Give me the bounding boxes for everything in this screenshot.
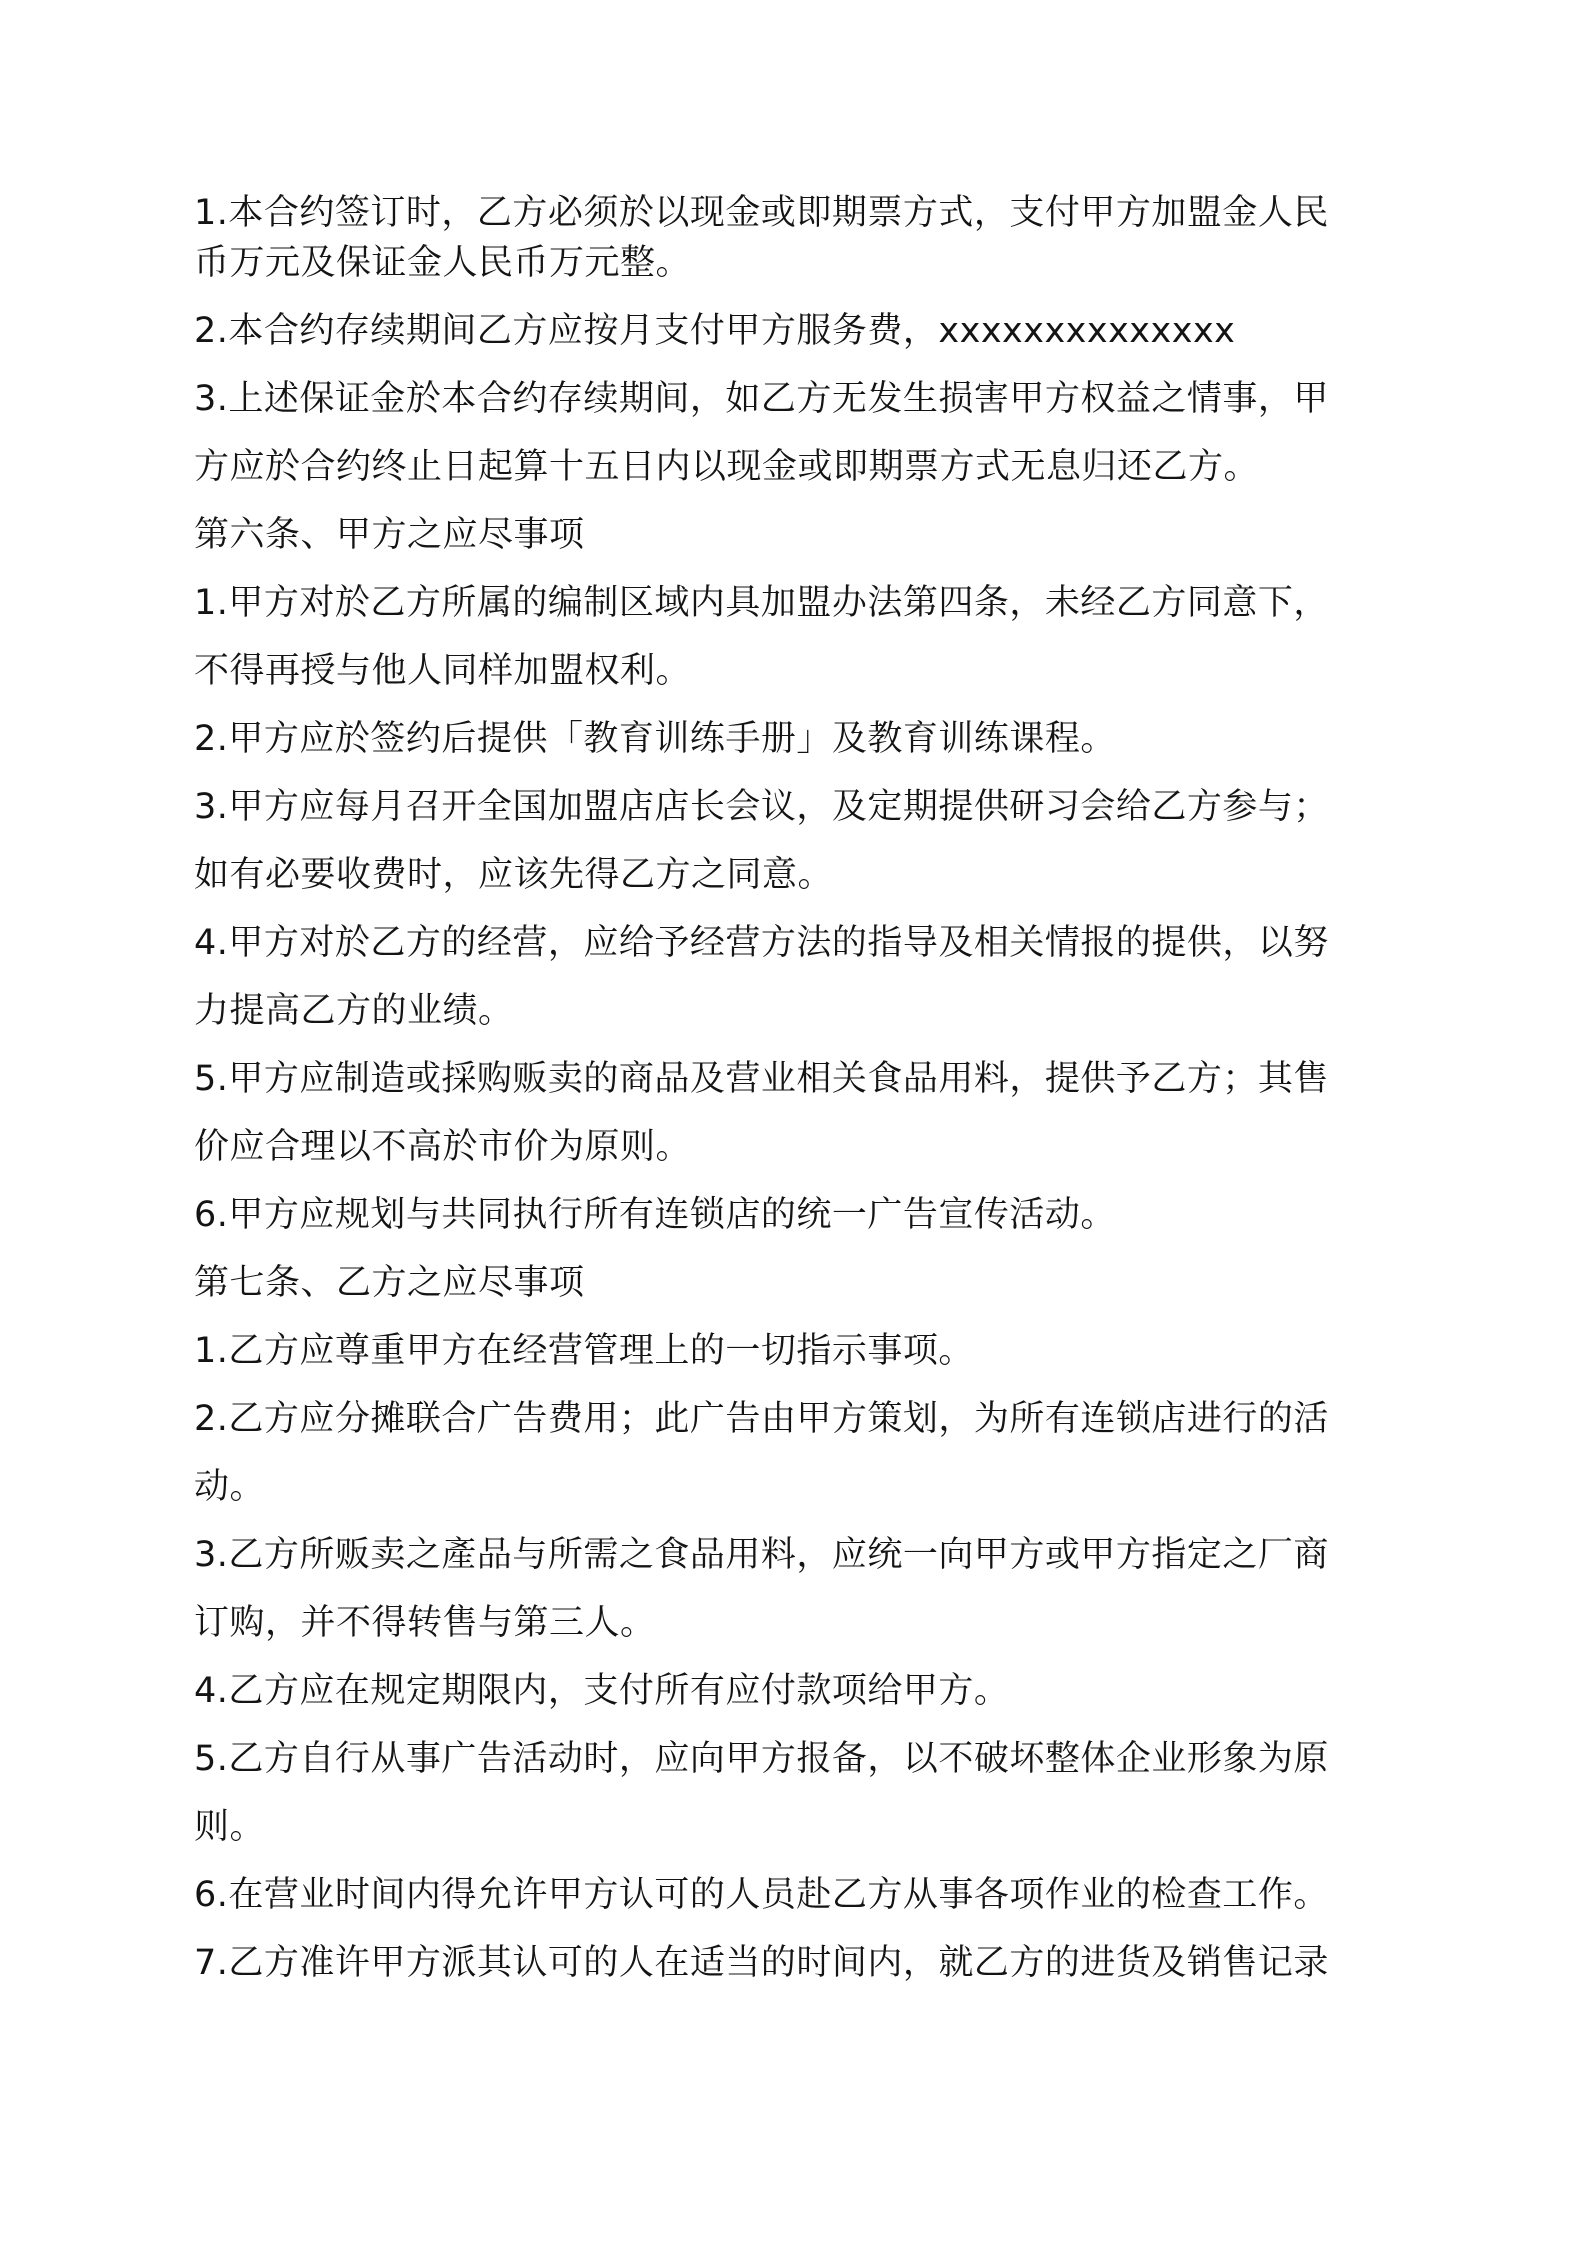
paragraph-line: 5.甲方应制造或採购贩卖的商品及营业相关食品用料，提供予乙方；其售 [194, 1059, 1329, 1099]
paragraph-line: 1.甲方对於乙方所属的编制区域内具加盟办法第四条，未经乙方同意下， [194, 583, 1329, 623]
paragraph-line: 6.在营业时间内得允许甲方认可的人员赴乙方从事各项作业的检查工作。 [194, 1875, 1329, 1915]
paragraph-line: 如有必要收费时，应该先得乙方之同意。 [194, 855, 834, 895]
paragraph-line: 则。 [194, 1807, 266, 1847]
paragraph-line: 2.甲方应於签约后提供「教育训练手册」及教育训练课程。 [194, 719, 1116, 759]
paragraph-line: 2.本合约存续期间乙方应按月支付甲方服务费，xxxxxxxxxxxxxx [194, 311, 1236, 351]
paragraph-line: 订购，并不得转售与第三人。 [194, 1603, 656, 1643]
paragraph-line: 3.上述保证金於本合约存续期间，如乙方无发生损害甲方权益之情事，甲 [194, 379, 1329, 419]
paragraph-line: 动。 [194, 1467, 266, 1507]
paragraph-line: 方应於合约终止日起算十五日内以现金或即期票方式无息归还乙方。 [194, 447, 1260, 487]
paragraph-line: 7.乙方准许甲方派其认可的人在适当的时间内，就乙方的进货及销售记录 [194, 1943, 1329, 1983]
paragraph-line: 2.乙方应分摊联合广告费用；此广告由甲方策划，为所有连锁店进行的活 [194, 1399, 1329, 1439]
paragraph-line: 4.甲方对於乙方的经营，应给予经营方法的指导及相关情报的提供，以努 [194, 923, 1329, 963]
paragraph-line: 1.乙方应尊重甲方在经营管理上的一切指示事项。 [194, 1331, 974, 1371]
paragraph-line: 3.甲方应每月召开全国加盟店店长会议，及定期提供研习会给乙方参与； [194, 787, 1329, 827]
paragraph-line: 1.本合约签订时，乙方必须於以现金或即期票方式，支付甲方加盟金人民 [194, 193, 1329, 233]
section-heading: 第七条、乙方之应尽事项 [194, 1263, 585, 1303]
section-heading: 第六条、甲方之应尽事项 [194, 515, 585, 555]
paragraph-line: 4.乙方应在规定期限内，支付所有应付款项给甲方。 [194, 1671, 1010, 1711]
paragraph-line: 3.乙方所贩卖之產品与所需之食品用料，应统一向甲方或甲方指定之厂商 [194, 1535, 1329, 1575]
paragraph-line: 不得再授与他人同样加盟权利。 [194, 651, 692, 691]
paragraph-line: 6.甲方应规划与共同执行所有连锁店的统一广告宣传活动。 [194, 1195, 1116, 1235]
paragraph-line: 力提高乙方的业绩。 [194, 991, 514, 1031]
paragraph-line: 币万元及保证金人民币万元整。 [194, 243, 692, 283]
document-body [194, 188, 1414, 1988]
paragraph-line: 价应合理以不高於市价为原则。 [194, 1127, 692, 1167]
paragraph-line: 5.乙方自行从事广告活动时，应向甲方报备，以不破坏整体企业形象为原 [194, 1739, 1329, 1779]
